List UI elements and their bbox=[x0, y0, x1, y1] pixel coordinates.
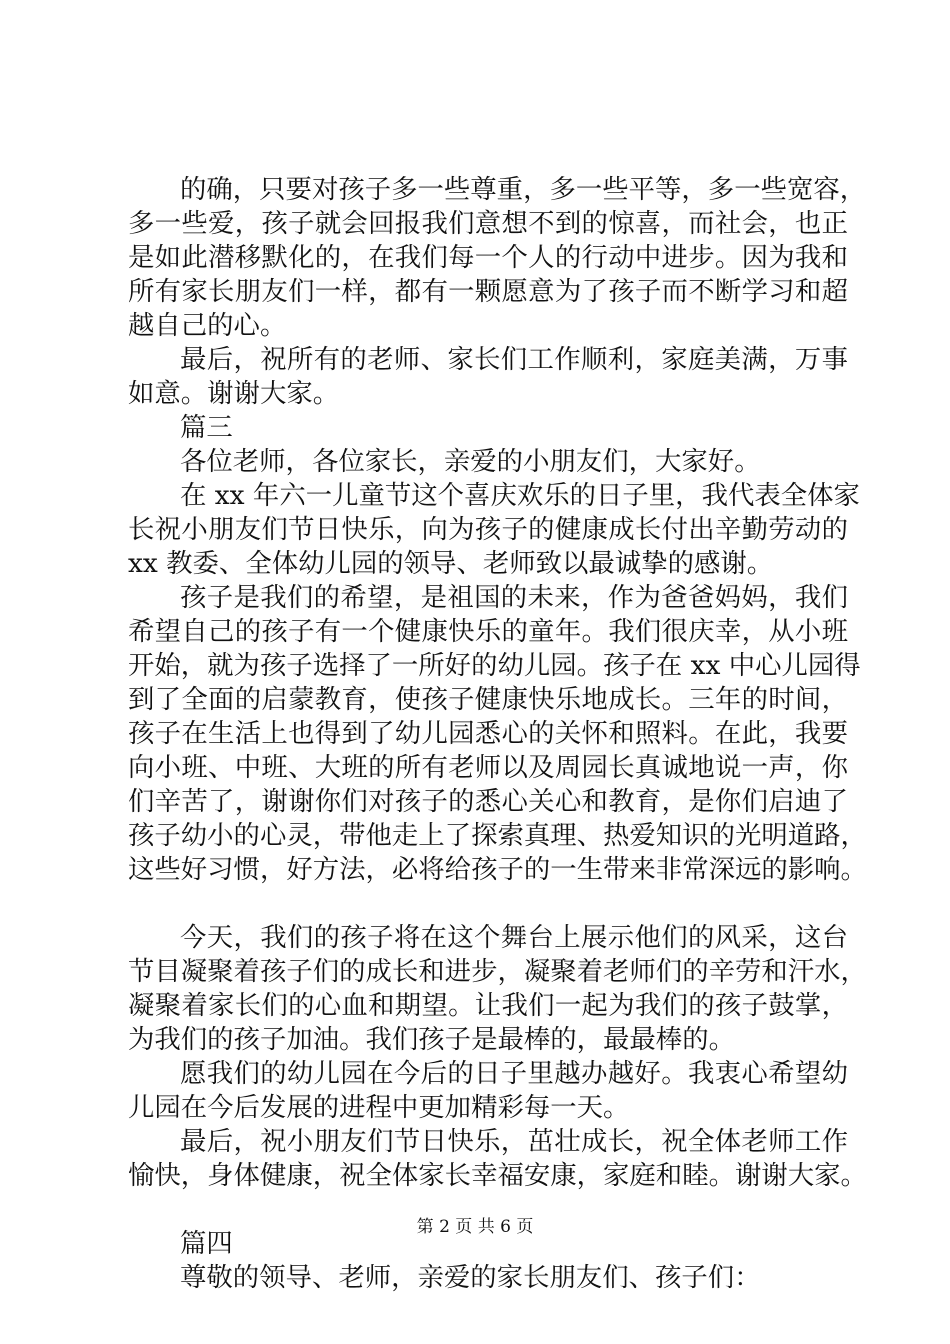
text-line: 今天，我们的孩子将在这个舞台上展示他们的风采，这台 bbox=[180, 922, 848, 953]
text-line: 长祝小朋友们节日快乐，向为孩子的健康成长付出辛勤劳动的 bbox=[128, 514, 848, 545]
text-line: 是如此潜移默化的，在我们每一个人的行动中进步。因为我和 bbox=[128, 242, 848, 273]
text-line: 为我们的孩子加油。我们孩子是最棒的，最最棒的。 bbox=[128, 1024, 735, 1055]
text-line: 孩子是我们的希望，是祖国的未来，作为爸爸妈妈，我们 bbox=[180, 582, 848, 613]
text-line: 孩子幼小的心灵，带他走上了探索真理、热爱知识的光明道路， bbox=[128, 820, 867, 851]
text-line: 愿我们的幼儿园在今后的日子里越办越好。我衷心希望幼 bbox=[180, 1058, 848, 1089]
text-line: xx 教委、全体幼儿园的领导、老师致以最诚挚的感谢。 bbox=[128, 548, 774, 579]
text-line: 所有家长朋友们一样，都有一颗愿意为了孩子而不断学习和超 bbox=[128, 276, 848, 307]
text-line: 儿园在今后发展的进程中更加精彩每一天。 bbox=[128, 1092, 630, 1123]
section-heading: 篇三 bbox=[180, 412, 233, 443]
text-line: 尊敬的领导、老师，亲爱的家长朋友们、孩子们： bbox=[180, 1262, 761, 1293]
text-line: 越自己的心。 bbox=[128, 310, 287, 341]
text-line: 希望自己的孩子有一个健康快乐的童年。我们很庆幸，从小班 bbox=[128, 616, 848, 647]
section-heading: 篇四 bbox=[180, 1228, 233, 1259]
text-line: 这些好习惯，好方法，必将给孩子的一生带来非常深远的影响。 bbox=[128, 854, 867, 885]
text-line: 各位老师，各位家长，亲爱的小朋友们，大家好。 bbox=[180, 446, 761, 477]
text-line: 们辛苦了，谢谢你们对孩子的悉心关心和教育，是你们启迪了 bbox=[128, 786, 848, 817]
text-line: 最后，祝所有的老师、家长们工作顺利，家庭美满，万事 bbox=[180, 344, 848, 375]
text-line: 开始，就为孩子选择了一所好的幼儿园。孩子在 xx 中心儿园得 bbox=[128, 650, 861, 681]
text-line: 最后，祝小朋友们节日快乐，茁壮成长，祝全体老师工作 bbox=[180, 1126, 848, 1157]
page-footer: 第 2 页 共 6 页 bbox=[416, 1217, 534, 1237]
text-line: 孩子在生活上也得到了幼儿园悉心的关怀和照料。在此，我要 bbox=[128, 718, 848, 749]
text-line: 如意。谢谢大家。 bbox=[128, 378, 340, 409]
text-line: 的确，只要对孩子多一些尊重，多一些平等，多一些宽容， bbox=[180, 174, 867, 205]
text-line: 节目凝聚着孩子们的成长和进步，凝聚着老师们的辛劳和汗水， bbox=[128, 956, 867, 987]
text-line: 在 xx 年六一儿童节这个喜庆欢乐的日子里，我代表全体家 bbox=[180, 480, 860, 511]
text-line: 到了全面的启蒙教育，使孩子健康快乐地成长。三年的时间， bbox=[128, 684, 848, 715]
text-line: 多一些爱，孩子就会回报我们意想不到的惊喜，而社会，也正 bbox=[128, 208, 848, 239]
text-line: 凝聚着家长们的心血和期望。让我们一起为我们的孩子鼓掌， bbox=[128, 990, 848, 1021]
text-line: 向小班、中班、大班的所有老师以及周园长真诚地说一声，你 bbox=[128, 752, 848, 783]
text-line: 愉快，身体健康，祝全体家长幸福安康，家庭和睦。谢谢大家。 bbox=[128, 1160, 867, 1191]
